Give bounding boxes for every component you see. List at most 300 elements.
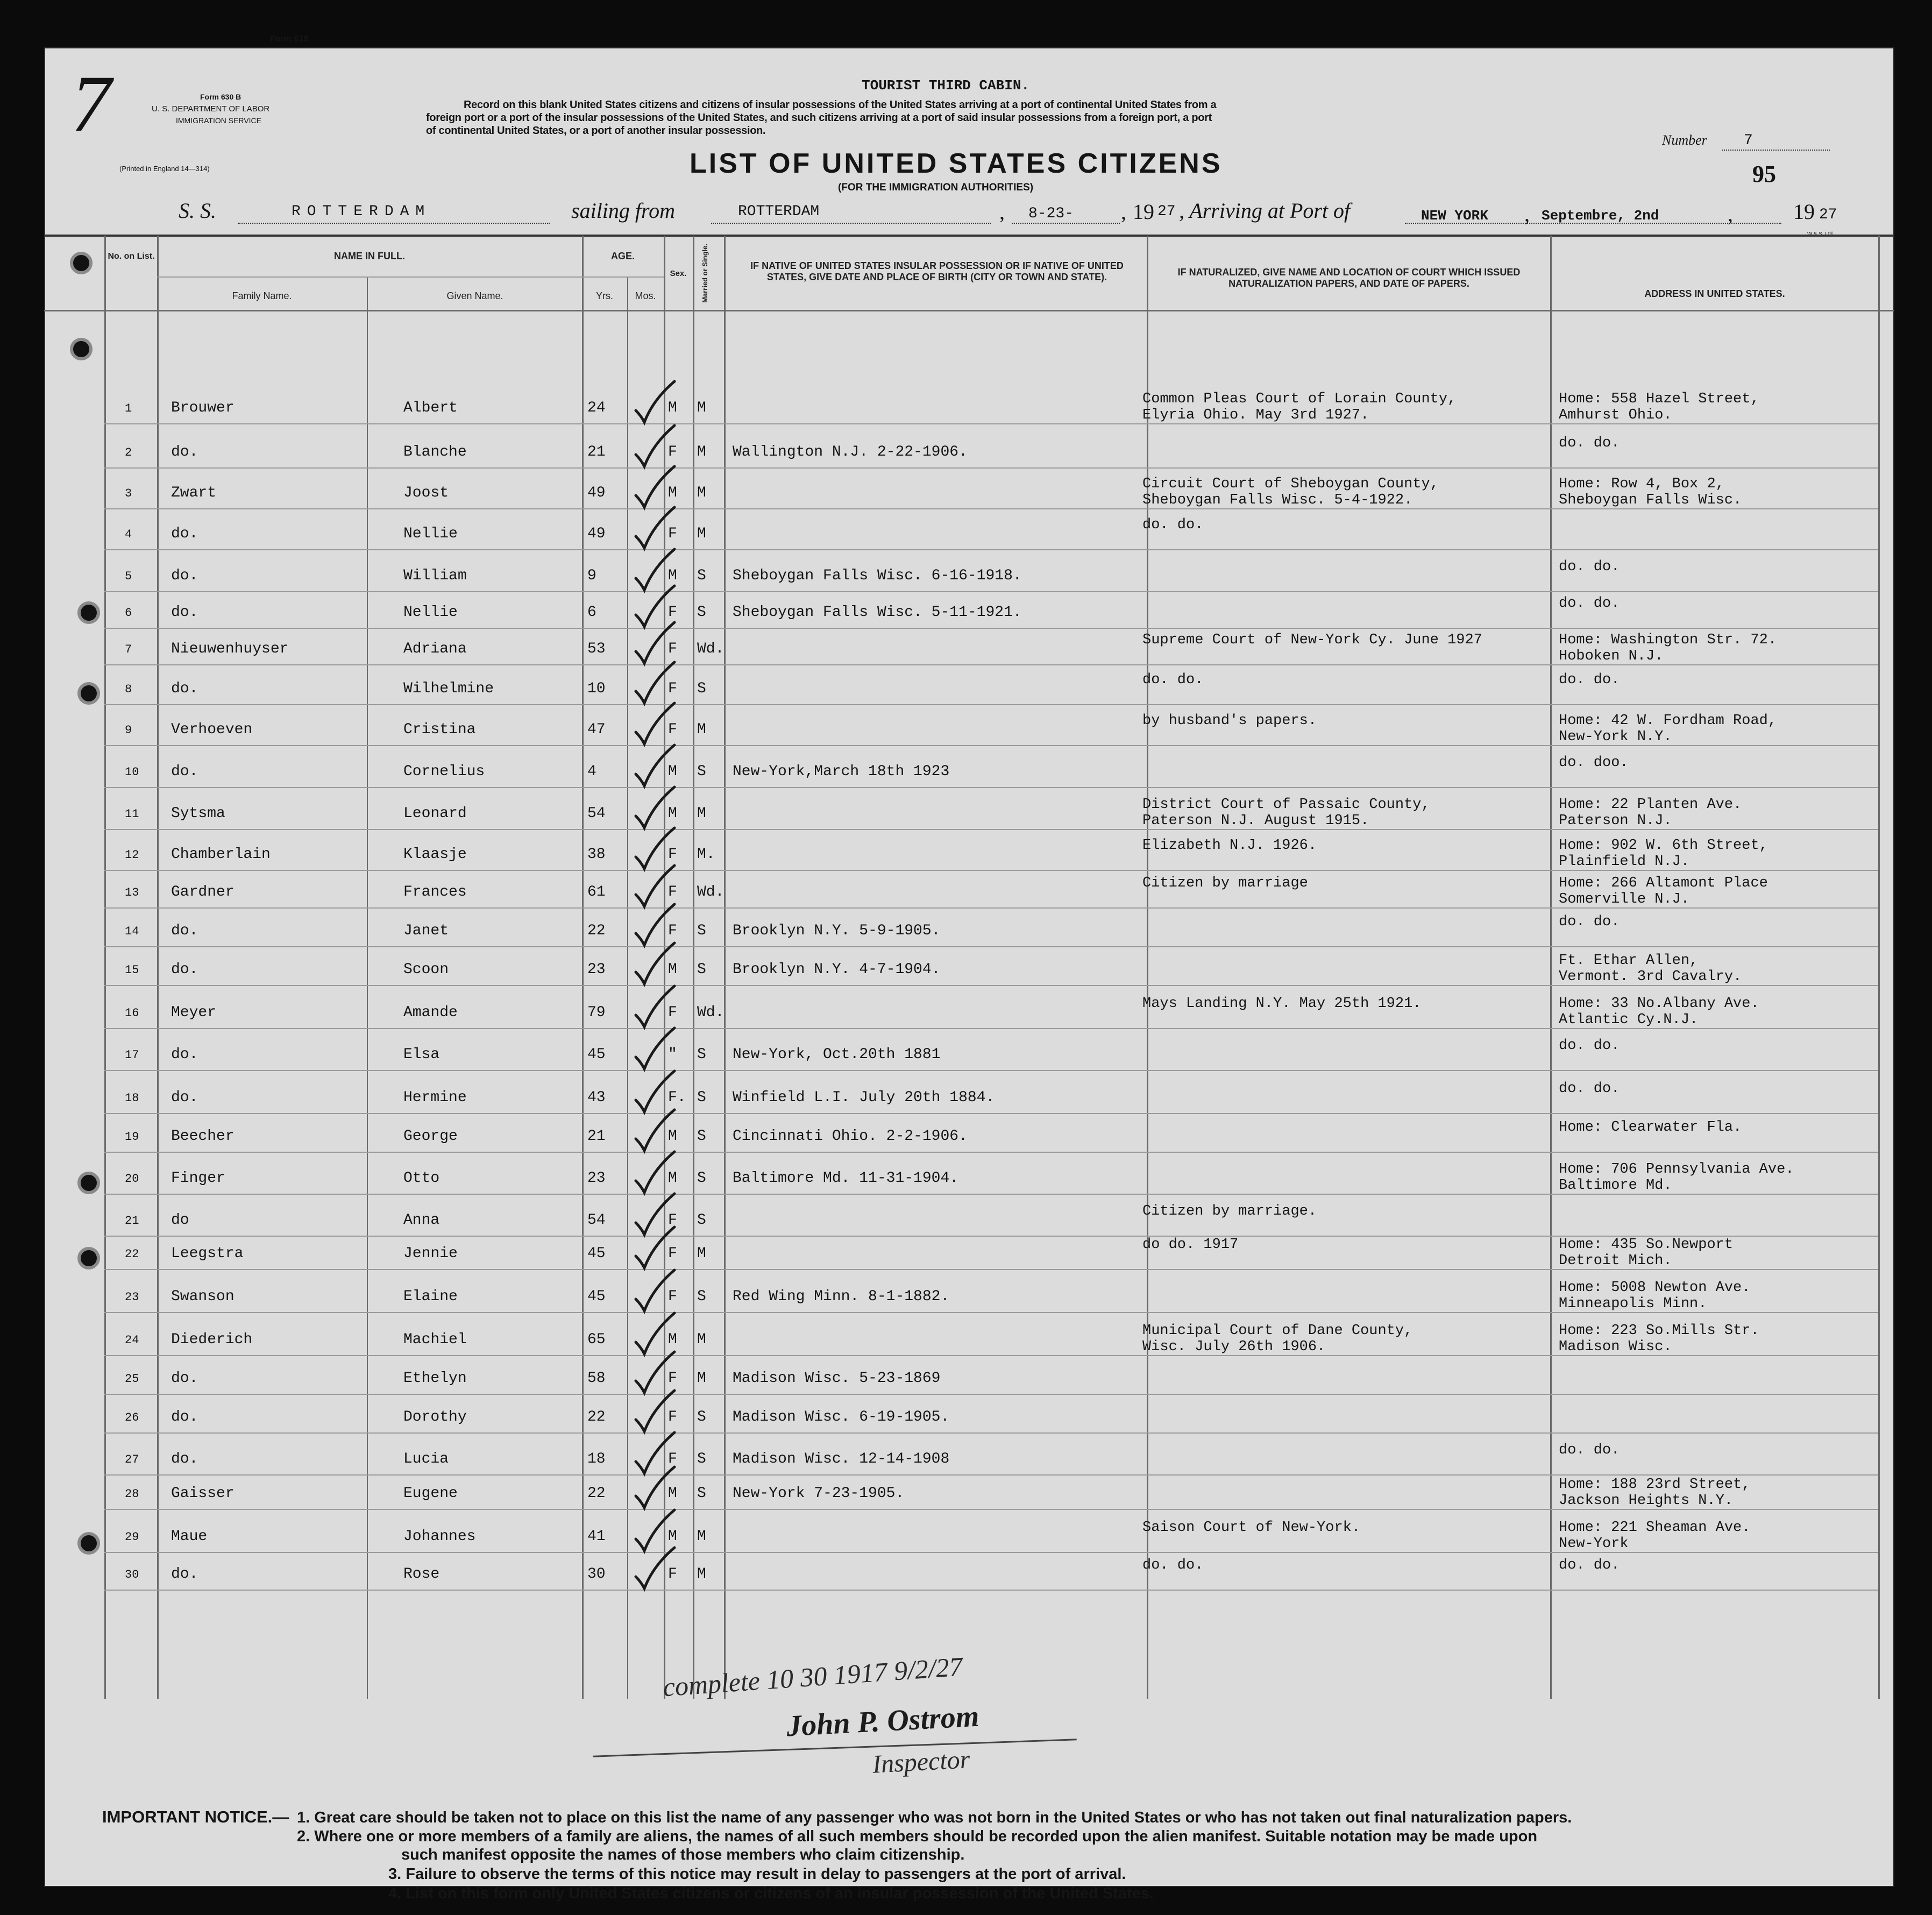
naturalization-line: Citizen by marriage.: [1142, 1203, 1317, 1219]
naturalization-line: Sheboygan Falls Wisc. 5-4-1922.: [1142, 492, 1413, 508]
notice-item-1: 1. Great care should be taken not to place on this list the name of any passenger who was not born in the United States or who has not taken out final naturalization papers.: [297, 1809, 1572, 1826]
row-number: 10: [125, 765, 139, 779]
check-mark: [631, 1025, 680, 1073]
row-rule: [104, 1552, 1878, 1553]
naturalization-line: do. do.: [1142, 672, 1204, 688]
row-number: 16: [125, 1006, 139, 1020]
address-line: Madison Wisc.: [1559, 1339, 1672, 1355]
age-years: 54: [587, 1212, 606, 1229]
given-name: Leonard: [403, 805, 467, 822]
given-name: Amande: [403, 1004, 458, 1021]
age-years: 45: [587, 1245, 606, 1262]
birth-place-date: Brooklyn N.Y. 5-9-1905.: [733, 923, 941, 939]
address-line: Ft. Ethar Allen,: [1559, 953, 1699, 969]
naturalization-line: do do. 1917: [1142, 1237, 1239, 1253]
given-name: Nellie: [403, 526, 458, 542]
given-name: Jennie: [403, 1245, 458, 1262]
notice-heading: IMPORTANT NOTICE.—: [102, 1807, 289, 1826]
age-years: 6: [587, 604, 596, 621]
family-name: do.: [171, 680, 198, 697]
given-name: Albert: [403, 400, 458, 416]
address-line: Home: 266 Altamont Place: [1559, 875, 1768, 891]
col-header-age: AGE.: [610, 251, 635, 261]
row-number: 21: [125, 1214, 139, 1228]
row-number: 7: [125, 643, 132, 656]
family-name: Zwart: [171, 485, 217, 501]
marital-status: S: [697, 1089, 706, 1106]
row-rule: [104, 1070, 1878, 1071]
address-line: Somerville N.J.: [1559, 891, 1690, 907]
given-name: Frances: [403, 884, 467, 900]
address-line: Home: 22 Planten Ave.: [1559, 797, 1742, 813]
naturalization-line: Elizabeth N.J. 1926.: [1142, 838, 1317, 854]
form-id: Form 630 B: [200, 93, 242, 101]
row-number: 22: [125, 1247, 139, 1261]
sex: M: [668, 1331, 677, 1348]
address-line: Baltimore Md.: [1559, 1178, 1672, 1194]
age-years: 41: [587, 1528, 606, 1545]
age-years: 58: [587, 1370, 606, 1387]
marital-status: M: [697, 1370, 706, 1387]
punch-hole: [77, 1532, 100, 1555]
row-rule: [104, 423, 1878, 424]
marital-status: M: [697, 805, 706, 822]
year-from: 27: [1157, 203, 1176, 220]
birth-place-date: New-York, Oct.20th 1881: [733, 1046, 941, 1063]
marital-status: S: [697, 1485, 706, 1502]
col-header-no: No. on List.: [108, 252, 155, 261]
given-name: Lucia: [403, 1451, 449, 1467]
marital-status: S: [697, 1170, 706, 1187]
sex: F: [668, 604, 677, 621]
age-years: 61: [587, 884, 606, 900]
sex: F: [668, 444, 677, 460]
check-mark: [631, 983, 680, 1031]
marital-status: M: [697, 526, 706, 542]
address-line: do. do.: [1559, 1038, 1620, 1054]
marital-status: Wd.: [697, 884, 724, 900]
inspector-role: Inspector: [871, 1745, 971, 1779]
naturalization-line: Wisc. July 26th 1906.: [1142, 1339, 1326, 1355]
marital-status: Wd.: [697, 641, 724, 657]
row-rule: [104, 985, 1878, 986]
sex: F: [668, 1451, 677, 1467]
family-name: Beecher: [171, 1128, 235, 1145]
col-header-given: Given Name.: [446, 290, 503, 301]
row-number: 4: [125, 528, 132, 541]
age-years: 21: [587, 444, 606, 460]
address-line: Home: 435 So.Newport: [1559, 1237, 1734, 1253]
age-years: 9: [587, 568, 596, 584]
notice-item-2: 2. Where one or more members of a family are aliens, the names of all such members should be recorded upon the alien manifest. Suitable notation may be made upon: [297, 1828, 1538, 1845]
marital-status: M: [697, 444, 706, 460]
instructions-line-2: foreign port or a port of the insular possessions of the United States, and such citizens arriving at a port of said insular possessions from a foreign port, a port: [426, 112, 1212, 124]
family-name: Meyer: [171, 1004, 217, 1021]
row-rule: [104, 1152, 1878, 1153]
marital-status: M: [697, 1528, 706, 1545]
given-name: Johannes: [403, 1528, 476, 1545]
address-line: New-York: [1559, 1536, 1629, 1552]
row-rule: [104, 628, 1878, 629]
sex: ": [668, 1046, 677, 1063]
family-name: Sytsma: [171, 805, 225, 822]
given-name: William: [403, 568, 467, 584]
address-line: Paterson N.J.: [1559, 813, 1672, 829]
col-header-name: NAME IN FULL.: [334, 251, 405, 261]
handwritten-mark: 7: [71, 59, 111, 148]
age-years: 23: [587, 961, 606, 978]
sex: M: [668, 763, 677, 780]
address-line: Atlantic Cy.N.J.: [1559, 1012, 1699, 1028]
birth-place-date: New-York 7-23-1905.: [733, 1485, 905, 1502]
punch-hole: [77, 1172, 100, 1194]
marital-status: S: [697, 1288, 706, 1305]
family-name: do.: [171, 961, 198, 978]
address-line: Home: 558 Hazel Street,: [1559, 391, 1759, 407]
naturalization-line: Supreme Court of New-York Cy. June 1927: [1142, 632, 1482, 648]
page-number: 95: [1752, 161, 1776, 187]
family-name: Finger: [171, 1170, 225, 1187]
age-years: 18: [587, 1451, 606, 1467]
address-line: Sheboygan Falls Wisc.: [1559, 492, 1742, 508]
age-years: 43: [587, 1089, 606, 1106]
sex: F: [668, 721, 677, 738]
marital-status: S: [697, 1212, 706, 1229]
address-line: Detroit Mich.: [1559, 1253, 1672, 1269]
page-subtitle: (FOR THE IMMIGRATION AUTHORITIES): [838, 182, 1034, 193]
row-number: 29: [125, 1530, 139, 1544]
check-mark: [631, 1107, 680, 1155]
family-name: Nieuwenhuyser: [171, 641, 289, 657]
birth-place-date: Brooklyn N.Y. 4-7-1904.: [733, 961, 941, 978]
birth-place-date: Red Wing Minn. 8-1-1882.: [733, 1288, 950, 1305]
row-rule: [104, 549, 1878, 550]
age-years: 24: [587, 400, 606, 416]
age-years: 45: [587, 1046, 606, 1063]
col-header-birth: IF NATIVE OF UNITED STATES INSULAR POSSESSION OR IF NATIVE OF UNITED STATES, GIVE DATE AND PLACE OF BIRTH (CITY OR TOWN AND STATE).: [750, 260, 1124, 282]
birth-place-date: Madison Wisc. 5-23-1869: [733, 1370, 941, 1387]
number-value: 7: [1744, 132, 1753, 149]
port-to: NEW YORK: [1421, 208, 1488, 224]
sex: F: [668, 1004, 677, 1021]
given-name: Klaasje: [403, 846, 467, 863]
row-rule: [104, 1312, 1878, 1313]
naturalization-line: Mays Landing N.Y. May 25th 1921.: [1142, 996, 1422, 1012]
row-number: 18: [125, 1091, 139, 1105]
check-mark: [631, 1464, 680, 1512]
row-rule: [104, 1394, 1878, 1395]
sep-comma: ,: [999, 200, 1005, 224]
marital-status: M: [697, 1245, 706, 1262]
naturalization-line: Elyria Ohio. May 3rd 1927.: [1142, 407, 1369, 423]
naturalization-line: Citizen by marriage: [1142, 875, 1308, 891]
age-years: 53: [587, 641, 606, 657]
age-years: 23: [587, 1170, 606, 1187]
cabin-class: TOURIST THIRD CABIN.: [862, 77, 1030, 94]
check-mark: [631, 1267, 680, 1315]
row-rule: [104, 1432, 1878, 1434]
service: IMMIGRATION SERVICE: [176, 116, 261, 125]
age-years: 49: [587, 526, 606, 542]
department: U. S. DEPARTMENT OF LABOR: [152, 104, 270, 114]
printed-note: (Printed in England 14—314): [119, 165, 210, 173]
given-name: Elaine: [403, 1288, 458, 1305]
sep-comma: ,: [1524, 202, 1530, 226]
family-name: do: [171, 1212, 189, 1229]
row-number: 19: [125, 1130, 139, 1144]
row-number: 26: [125, 1411, 139, 1424]
age-years: 38: [587, 846, 606, 863]
row-number: 3: [125, 487, 132, 500]
age-years: 54: [587, 805, 606, 822]
address-line: Home: 33 No.Albany Ave.: [1559, 996, 1759, 1012]
family-name: do.: [171, 923, 198, 939]
marital-status: M.: [697, 846, 715, 863]
address-line: do. do.: [1559, 1081, 1620, 1097]
sex: F: [668, 680, 677, 697]
address-line: Amhurst Ohio.: [1559, 407, 1672, 423]
given-name: Hermine: [403, 1089, 467, 1106]
punch-hole: [77, 1247, 100, 1269]
check-mark: [631, 1544, 680, 1593]
check-mark: [631, 940, 680, 988]
row-rule: [104, 1113, 1878, 1114]
given-name: Dorothy: [403, 1409, 467, 1425]
age-years: 65: [587, 1331, 606, 1348]
given-name: Elsa: [403, 1046, 440, 1063]
sex: M: [668, 485, 677, 501]
address-line: do. doo.: [1559, 755, 1629, 771]
sex: F: [668, 884, 677, 900]
col-header-family: Family Name.: [232, 290, 292, 301]
sailing-label: sailing from: [571, 198, 675, 223]
row-number: 9: [125, 724, 132, 737]
birth-place-date: Sheboygan Falls Wisc. 6-16-1918.: [733, 568, 1022, 584]
row-number: 20: [125, 1172, 139, 1186]
row-number: 11: [125, 807, 139, 821]
given-name: Cornelius: [403, 763, 485, 780]
marital-status: M: [697, 1331, 706, 1348]
col-header-yrs: Yrs.: [595, 290, 613, 301]
naturalization-line: Saison Court of New-York.: [1142, 1520, 1361, 1536]
signature-underline: [593, 1739, 1077, 1757]
age-years: 4: [587, 763, 596, 780]
row-rule: [104, 1509, 1878, 1510]
birth-place-date: Winfield L.I. July 20th 1884.: [733, 1089, 995, 1106]
birth-place-date: Madison Wisc. 6-19-1905.: [733, 1409, 950, 1425]
given-name: Blanche: [403, 444, 467, 460]
punch-hole: [77, 682, 100, 705]
family-name: do.: [171, 763, 198, 780]
sex: F: [668, 1370, 677, 1387]
birth-place-date: Madison Wisc. 12-14-1908: [733, 1451, 950, 1467]
family-name: Verhoeven: [171, 721, 253, 738]
notice-item-3: 3. Failure to observe the terms of this notice may result in delay to passengers at the port of arrival.: [388, 1866, 1126, 1883]
naturalization-line: do. do.: [1142, 517, 1204, 533]
address-line: Home: 188 23rd Street,: [1559, 1477, 1751, 1493]
row-rule: [104, 467, 1878, 469]
naturalization-line: do. do.: [1142, 1557, 1204, 1573]
given-name: Eugene: [403, 1485, 458, 1502]
inspector-signature: John P. Ostrom: [785, 1699, 980, 1743]
sex: M: [668, 1170, 677, 1187]
sex: F: [668, 641, 677, 657]
address-line: Home: 223 So.Mills Str.: [1559, 1323, 1759, 1339]
address-line: New-York N.Y.: [1559, 729, 1672, 745]
family-name: do.: [171, 1566, 198, 1583]
row-number: 6: [125, 606, 132, 620]
address-line: do. do.: [1559, 914, 1620, 930]
row-rule: [104, 946, 1878, 947]
year-label: 19: [1793, 200, 1815, 224]
family-name: Brouwer: [171, 400, 235, 416]
family-name: Gardner: [171, 884, 235, 900]
address-line: Home: 5008 Newton Ave.: [1559, 1280, 1751, 1296]
row-number: 17: [125, 1048, 139, 1062]
family-name: do.: [171, 604, 198, 621]
row-rule: [104, 907, 1878, 909]
naturalization-line: Common Pleas Court of Lorain County,: [1142, 391, 1457, 407]
address-line: do. do.: [1559, 595, 1620, 612]
given-name: George: [403, 1128, 458, 1145]
row-rule: [104, 787, 1878, 788]
row-rule: [104, 870, 1878, 871]
given-name: Ethelyn: [403, 1370, 467, 1387]
given-name: Janet: [403, 923, 449, 939]
row-number: 15: [125, 963, 139, 977]
marital-status: S: [697, 1409, 706, 1425]
marital-status: S: [697, 961, 706, 978]
marital-status: S: [697, 1046, 706, 1063]
birth-place-date: Cincinnati Ohio. 2-2-1906.: [733, 1128, 968, 1145]
given-name: Joost: [403, 485, 449, 501]
col-header-married: Married or Single.: [701, 244, 709, 303]
marital-status: M: [697, 400, 706, 416]
address-line: do. do.: [1559, 1557, 1620, 1573]
naturalization-line: by husband's papers.: [1142, 713, 1317, 729]
sex: F: [668, 923, 677, 939]
family-name: Diederich: [171, 1331, 253, 1348]
family-name: do.: [171, 568, 198, 584]
family-name: do.: [171, 1046, 198, 1063]
age-years: 45: [587, 1288, 606, 1305]
row-rule: [104, 704, 1878, 705]
marital-status: S: [697, 923, 706, 939]
sex: F.: [668, 1089, 686, 1106]
age-years: 10: [587, 680, 606, 697]
birth-place-date: Baltimore Md. 11-31-1904.: [733, 1170, 959, 1187]
check-mark: [631, 700, 680, 748]
ship-name: ROTTERDAM: [292, 203, 431, 220]
family-name: Gaisser: [171, 1485, 235, 1502]
address-line: Home: 221 Sheaman Ave.: [1559, 1520, 1751, 1536]
sex: M: [668, 1528, 677, 1545]
address-line: Vermont. 3rd Cavalry.: [1559, 969, 1742, 985]
row-rule: [104, 1474, 1878, 1476]
address-line: Home: 902 W. 6th Street,: [1559, 838, 1768, 854]
punch-hole: [70, 252, 93, 274]
col-header-mos: Mos.: [635, 290, 656, 301]
manifest-sheet: [44, 34, 1894, 1902]
family-name: do.: [171, 1370, 198, 1387]
sex: M: [668, 1485, 677, 1502]
naturalization-line: District Court of Passaic County,: [1142, 797, 1430, 813]
row-number: 1: [125, 402, 132, 415]
given-name: Rose: [403, 1566, 440, 1583]
row-number: 8: [125, 683, 132, 696]
address-line: do. do.: [1559, 1442, 1620, 1458]
given-name: Adriana: [403, 641, 467, 657]
row-rule: [104, 1269, 1878, 1270]
age-years: 79: [587, 1004, 606, 1021]
given-name: Wilhelmine: [403, 680, 494, 697]
age-years: 47: [587, 721, 606, 738]
sex: F: [668, 846, 677, 863]
sex: F: [668, 1245, 677, 1262]
col-header-naturalized: IF NATURALIZED, GIVE NAME AND LOCATION OF COURT WHICH ISSUED NATURALIZATION PAPERS, AND DATE OF PAPERS.: [1177, 267, 1521, 289]
col-header-sex: Sex.: [670, 269, 687, 278]
row-number: 30: [125, 1568, 139, 1581]
sex: F: [668, 1409, 677, 1425]
row-number: 27: [125, 1453, 139, 1466]
check-mark: [631, 504, 680, 552]
row-rule: [104, 1194, 1878, 1195]
given-name: Anna: [403, 1212, 440, 1229]
family-name: Chamberlain: [171, 846, 271, 863]
address-line: do. do.: [1559, 672, 1620, 688]
address-line: do. do.: [1559, 559, 1620, 575]
age-years: 21: [587, 1128, 606, 1145]
row-number: 24: [125, 1334, 139, 1347]
check-mark: [631, 378, 680, 427]
family-name: Swanson: [171, 1288, 235, 1305]
row-rule: [104, 1590, 1878, 1591]
row-number: 23: [125, 1290, 139, 1304]
instructions-line-1: Record on this blank United States citizens and citizens of insular possessions of the United States arriving at a port of continental United States from a: [464, 99, 1217, 111]
marital-status: S: [697, 604, 706, 621]
row-rule: [104, 829, 1878, 830]
sex: F: [668, 526, 677, 542]
family-name: do.: [171, 1089, 198, 1106]
naturalization-line: Paterson N.J. August 1915.: [1142, 813, 1369, 829]
marital-status: S: [697, 1128, 706, 1145]
age-years: 22: [587, 1485, 606, 1502]
row-number: 13: [125, 886, 139, 899]
given-name: Otto: [403, 1170, 440, 1187]
marital-status: S: [697, 568, 706, 584]
sex: M: [668, 568, 677, 584]
family-name: Maue: [171, 1528, 208, 1545]
address-line: Home: 706 Pennsylvania Ave.: [1559, 1161, 1794, 1178]
given-name: Scoon: [403, 961, 449, 978]
family-name: Leegstra: [171, 1245, 244, 1262]
address-line: Plainfield N.J.: [1559, 854, 1690, 870]
family-name: do.: [171, 526, 198, 542]
sex: M: [668, 400, 677, 416]
marital-status: S: [697, 1451, 706, 1467]
sep-comma: ,: [1728, 202, 1733, 226]
col-header-address: ADDRESS IN UNITED STATES.: [1644, 288, 1785, 299]
sex: M: [668, 961, 677, 978]
row-rule: [104, 508, 1878, 509]
family-name: do.: [171, 444, 198, 460]
check-mark: [631, 1387, 680, 1436]
sep-comma: ,: [1121, 200, 1126, 224]
row-number: 2: [125, 446, 132, 459]
row-rule: [104, 1028, 1878, 1029]
address-line: Home: Washington Str. 72.: [1559, 632, 1777, 648]
address-line: Jackson Heights N.Y.: [1559, 1493, 1734, 1509]
